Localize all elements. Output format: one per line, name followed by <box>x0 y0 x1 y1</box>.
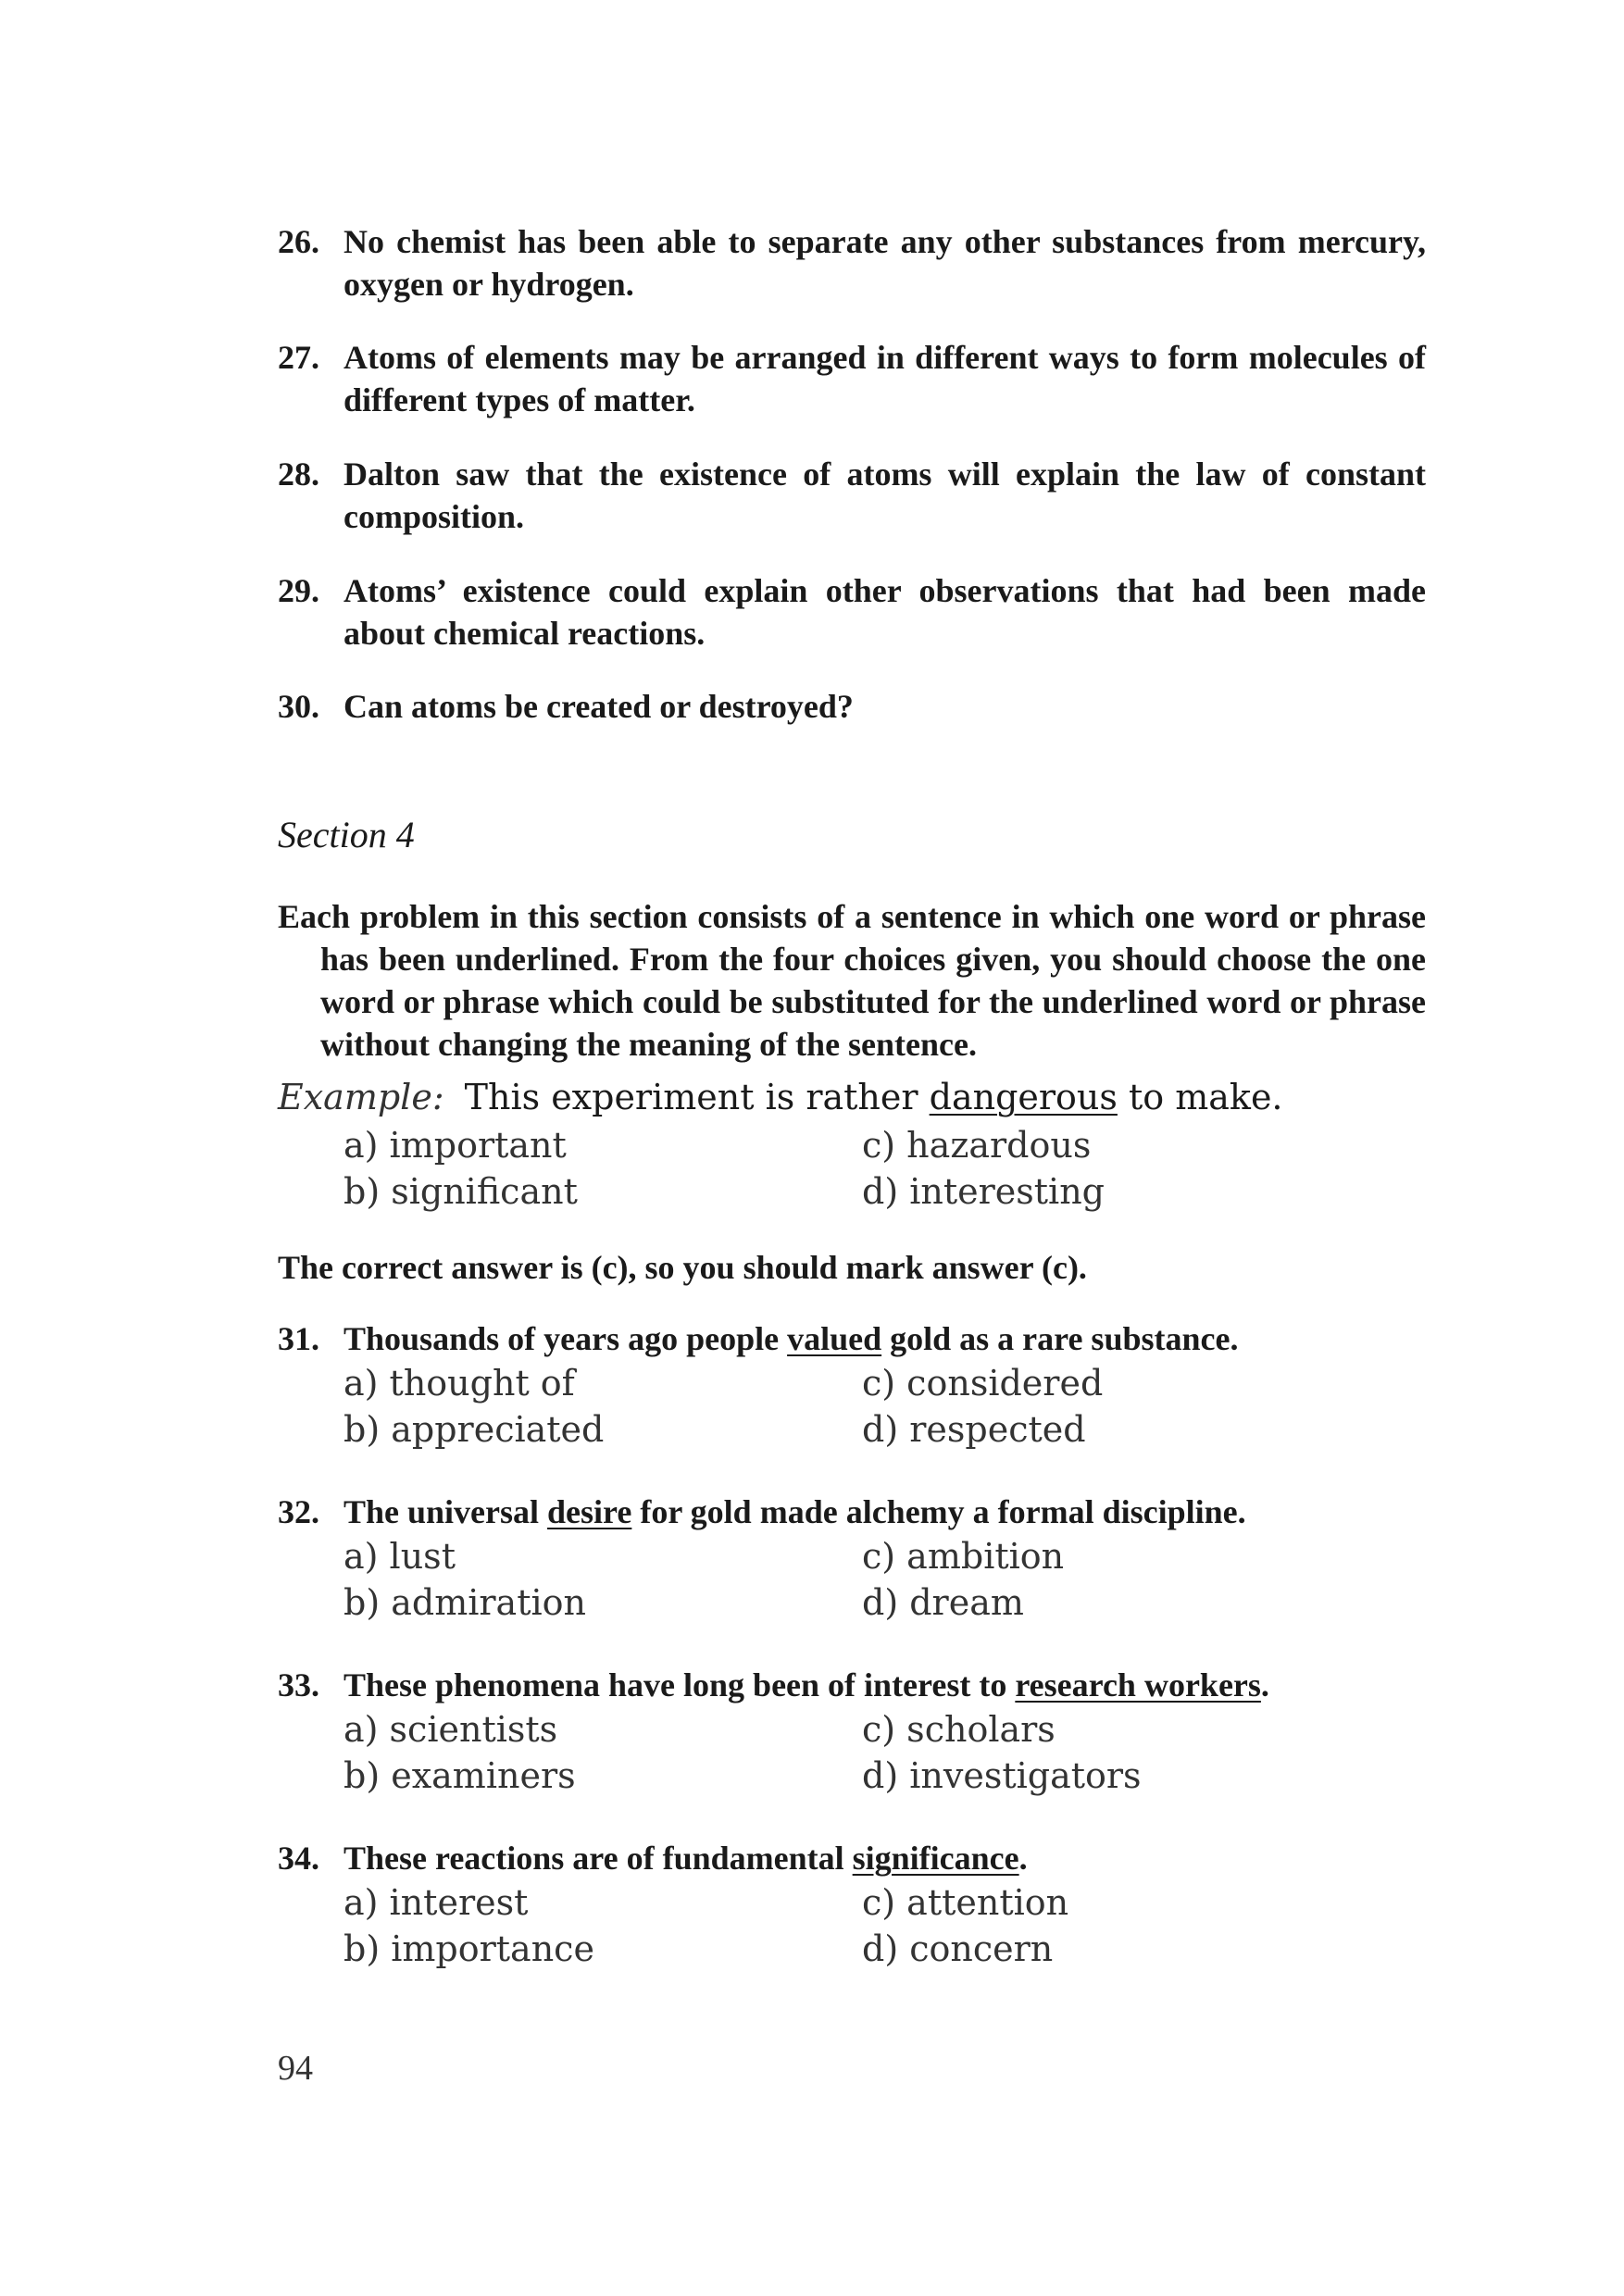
example-label: Example: <box>278 1077 444 1117</box>
choice-c: c) scholars <box>862 1709 1056 1750</box>
choice-b: b) appreciated <box>344 1409 605 1450</box>
choice-c: c) hazardous <box>862 1125 1092 1166</box>
question-number: 33. <box>278 1666 319 1703</box>
item-number: 30. <box>278 688 319 725</box>
choice-a: a) scientists <box>344 1709 558 1750</box>
answer-note: The correct answer is (c), so you should mark answer (c). <box>278 1249 1087 1286</box>
item-text: Dalton saw that the existence of atoms will explain the law of constant composition. <box>344 455 1426 535</box>
underlined-word: significance <box>852 1840 1019 1877</box>
example-text-before: This experiment is rather <box>464 1077 930 1117</box>
question-number: 32. <box>278 1493 319 1530</box>
example-sentence <box>278 1074 1283 1120</box>
question <box>278 1317 1426 1453</box>
list-item <box>278 336 1426 421</box>
choice-b: b) admiration <box>344 1582 586 1623</box>
choice-b: b) significant <box>344 1171 578 1212</box>
page-number: 94 <box>278 2049 313 2088</box>
item-text: Atoms’ existence could explain other observations that had been made about chemical reactions. <box>344 572 1426 652</box>
choice-c: c) ambition <box>862 1536 1065 1577</box>
question-text-before: Thousands of years ago people <box>344 1320 788 1357</box>
example-underlined-word: dangerous <box>929 1077 1118 1117</box>
question-text-after: gold as a rare substance. <box>881 1320 1239 1357</box>
question-text-after: for gold made alchemy a formal discipline. <box>631 1493 1246 1530</box>
list-item <box>278 220 1426 306</box>
choice-a: a) thought of <box>344 1363 575 1404</box>
example-text-after: to make. <box>1117 1077 1283 1117</box>
section-instructions: Each problem in this section consists of a sentence in which one word or phrase has been underlined. From the four choices given, you should choose the one word or phrase which could be substituted for the underlined word or phrase without changing the meaning of the sentence. <box>278 898 1426 1063</box>
choice-b: b) importance <box>344 1928 594 1969</box>
list-item <box>278 453 1426 538</box>
item-number: 28. <box>278 455 319 493</box>
question-text-before: These reactions are of fundamental <box>344 1840 853 1877</box>
choice-a: a) interest <box>344 1882 529 1923</box>
list-item <box>278 685 1426 728</box>
item-number: 29. <box>278 572 319 609</box>
choice-d: d) respected <box>862 1409 1086 1450</box>
item-number: 27. <box>278 339 319 376</box>
underlined-word: valued <box>787 1320 882 1357</box>
item-text: Can atoms be created or destroyed? <box>344 688 854 725</box>
question-number: 31. <box>278 1320 319 1357</box>
choice-c: c) considered <box>862 1363 1104 1404</box>
choice-d: d) investigators <box>862 1755 1142 1796</box>
choice-a: a) important <box>344 1125 567 1166</box>
example-choices <box>278 1122 1426 1215</box>
question-text-after: . <box>1018 1840 1028 1877</box>
choice-d: d) interesting <box>862 1171 1105 1212</box>
underlined-word: desire <box>547 1493 632 1530</box>
choice-c: c) attention <box>862 1882 1069 1923</box>
question-text-before: These phenomena have long been of interest to <box>344 1666 1016 1703</box>
question-text-before: The universal <box>344 1493 548 1530</box>
question <box>278 1491 1426 1626</box>
underlined-word: research workers <box>1015 1666 1261 1703</box>
choice-d: d) concern <box>862 1928 1054 1969</box>
item-text: No chemist has been able to separate any other substances from mercury, oxygen or hydrogen. <box>344 223 1426 303</box>
item-text: Atoms of elements may be arranged in different ways to form molecules of different types of matter. <box>344 339 1426 418</box>
choice-b: b) examiners <box>344 1755 576 1796</box>
choice-a: a) lust <box>344 1536 456 1577</box>
list-item <box>278 569 1426 655</box>
question-number: 34. <box>278 1840 319 1877</box>
question <box>278 1837 1426 1972</box>
question-text-after: . <box>1260 1666 1269 1703</box>
section-title: Section 4 <box>278 814 415 855</box>
question <box>278 1664 1426 1799</box>
item-number: 26. <box>278 223 319 260</box>
choice-d: d) dream <box>862 1582 1024 1623</box>
